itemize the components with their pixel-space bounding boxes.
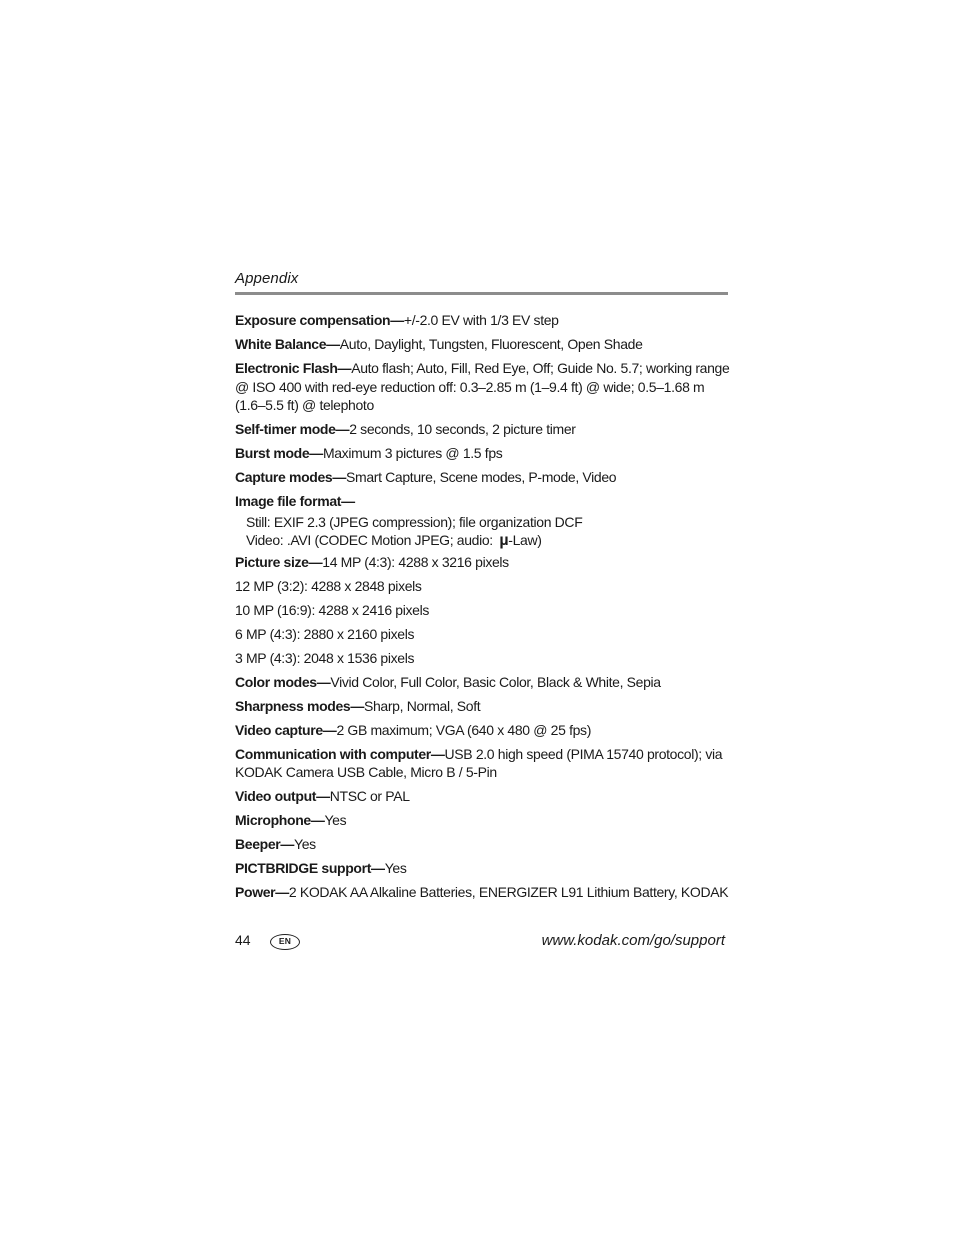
spec-flash [235, 359, 730, 415]
video-format-prefix: Video: .AVI (CODEC Motion JPEG; audio: [246, 532, 497, 548]
video-format-suffix: -Law) [508, 532, 542, 548]
picture-size-6mp: 6 MP (4:3): 2880 x 2160 pixels [235, 625, 415, 642]
spec-self-timer [235, 420, 730, 439]
spec-value: 14 MP (4:3): 4288 x 3216 pixels [322, 553, 509, 570]
spec-value: Yes [384, 860, 407, 876]
spec-value: Auto, Daylight, Tungsten, Fluorescent, Open Shade [339, 336, 643, 352]
spec-value: Auto flash; Auto, Fill, Red Eye, Off; Guide No. 5.7; working range @ ISO 400 with red-eye reduction off: 0.3–2.85 m (1–9.4 ft) @ wide; 0.5–1.68 m (1.6–5.5 ft) @ telephoto [235, 360, 730, 413]
spec-value: Smart Capture, Scene modes, P-mode, Video [346, 469, 617, 485]
spec-power [235, 883, 730, 902]
spec-exposure [235, 311, 730, 330]
spec-image-format [235, 492, 730, 551]
spec-label: Image file format— [235, 493, 355, 509]
spec-video-capture [235, 721, 730, 740]
spec-burst [235, 444, 730, 463]
spec-value: Vivid Color, Full Color, Basic Color, Black & White, Sepia [330, 673, 661, 690]
spec-value: 2 GB maximum; VGA (640 x 480 @ 25 fps) [336, 721, 592, 738]
spec-white-balance [235, 335, 730, 354]
image-format-video [235, 531, 730, 551]
picture-size-3mp: 3 MP (4:3): 2048 x 1536 pixels [235, 649, 415, 666]
spec-pictbridge [235, 859, 730, 878]
spec-label: White Balance— [235, 336, 340, 352]
mu-symbol: µ [499, 532, 509, 549]
spec-label: Exposure compensation— [235, 312, 404, 328]
spec-value: USB 2.0 high speed (PIMA 15740 protocol); via KODAK Camera USB Cable, Micro B / 5-Pin [235, 745, 723, 780]
image-format-still: Still: EXIF 2.3 (JPEG compression); file organization DCF [246, 513, 583, 530]
page-number: 44 [235, 932, 251, 948]
spec-label: Power— [235, 884, 289, 900]
spec-value: Sharp, Normal, Soft [364, 697, 481, 714]
spec-label: Color modes— [235, 673, 331, 690]
spec-picture-size [235, 553, 730, 572]
spec-capture-modes [235, 468, 730, 487]
spec-value: NTSC or PAL [329, 788, 410, 804]
spec-value: 2 KODAK AA Alkaline Batteries, ENERGIZER L91 Lithium Battery, KODAK [288, 884, 729, 900]
header-rule [235, 292, 728, 295]
spec-value: +/-2.0 EV with 1/3 EV step [403, 312, 559, 328]
spec-label: Beeper— [235, 836, 295, 852]
spec-label: Self-timer mode— [235, 421, 350, 437]
picture-size-12mp: 12 MP (3:2): 4288 x 2848 pixels [235, 577, 422, 594]
spec-value: Yes [294, 836, 316, 852]
spec-communication [235, 745, 730, 782]
spec-video-output [235, 787, 730, 806]
spec-label: Burst mode— [235, 445, 323, 461]
section-header: Appendix [235, 270, 299, 287]
picture-size-10mp: 10 MP (16:9): 4288 x 2416 pixels [235, 601, 430, 618]
spec-list [235, 311, 730, 907]
spec-microphone [235, 811, 730, 830]
spec-label: Microphone— [235, 812, 325, 828]
language-badge-icon: EN [270, 934, 300, 950]
spec-label: Video output— [235, 788, 330, 804]
spec-value: 2 seconds, 10 seconds, 2 picture timer [349, 421, 576, 437]
spec-beeper [235, 835, 730, 854]
spec-label: PICTBRIDGE support— [235, 860, 385, 876]
spec-value: Maximum 3 pictures @ 1.5 fps [322, 445, 503, 461]
spec-label: Communication with computer— [235, 745, 445, 762]
spec-label: Sharpness modes— [235, 697, 364, 714]
spec-label: Video capture— [235, 721, 337, 738]
spec-value: Yes [324, 812, 347, 828]
spec-color-modes [235, 673, 730, 692]
image-format-details [235, 513, 730, 551]
spec-label: Picture size— [235, 553, 323, 570]
spec-sharpness [235, 697, 730, 716]
support-url: www.kodak.com/go/support [541, 932, 725, 949]
spec-label: Electronic Flash— [235, 360, 352, 376]
spec-label: Capture modes— [235, 469, 347, 485]
